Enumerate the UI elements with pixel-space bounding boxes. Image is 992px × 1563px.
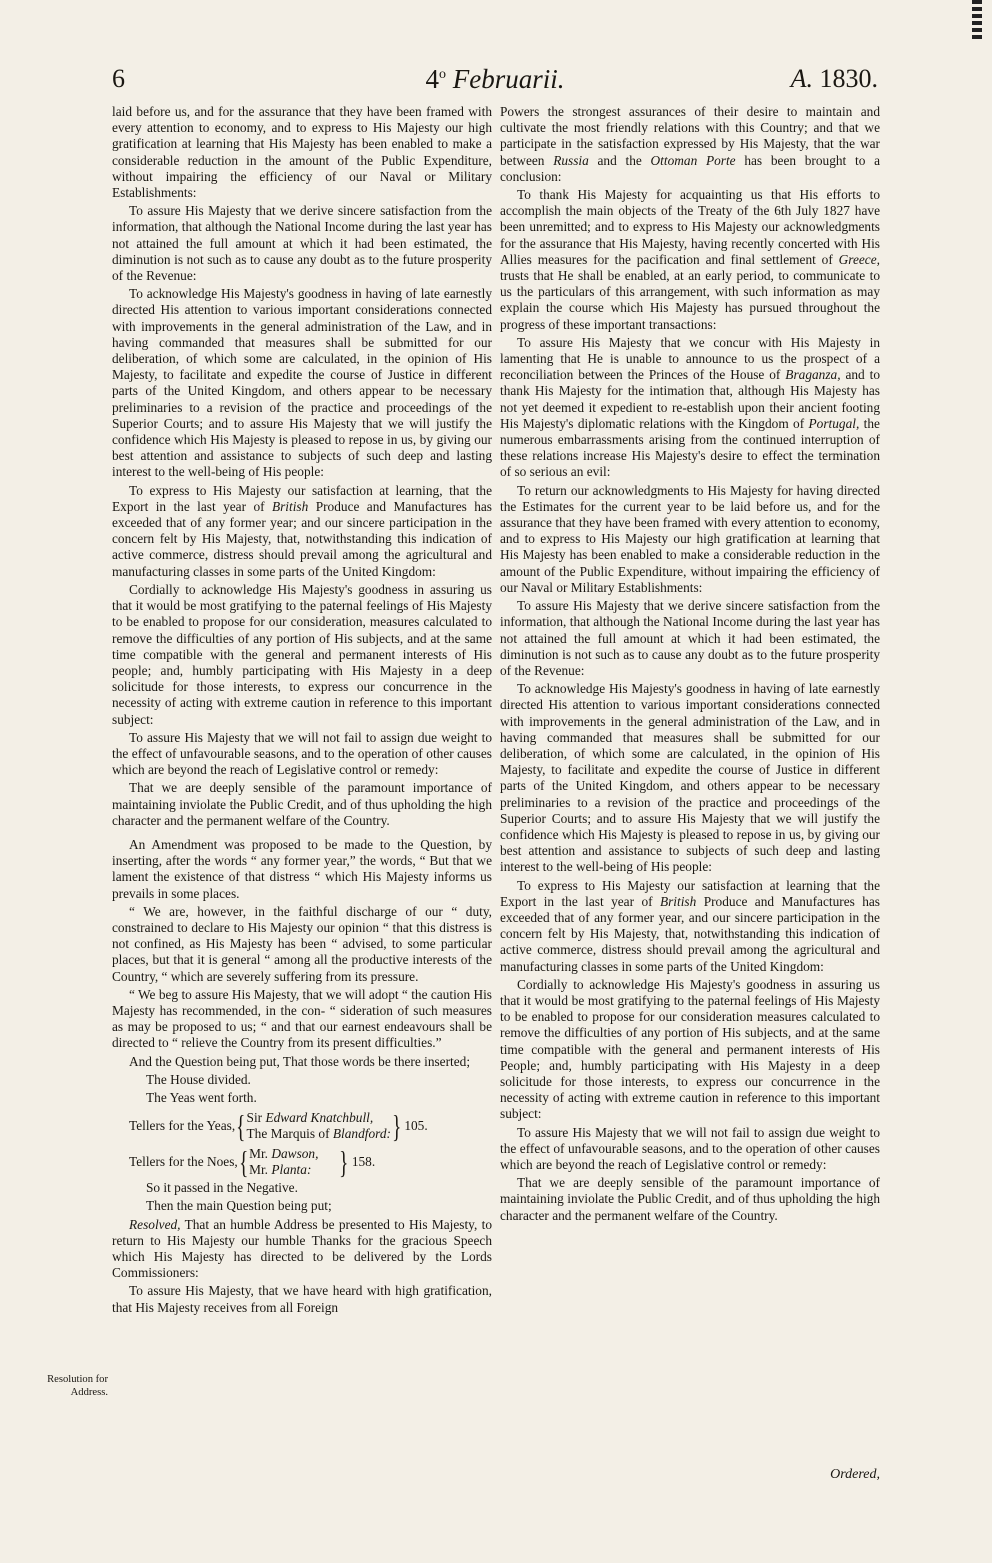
date-ordinal: o	[439, 67, 446, 82]
resolved-paragraph	[112, 1217, 492, 1282]
teller-name	[249, 1162, 318, 1178]
main-question-line: Then the main Question being put;	[146, 1198, 332, 1214]
year-number: 1830.	[819, 64, 878, 93]
amendment-paragraph: “ We beg to assure His Majesty, that we will adopt “ the caution His Majesty has recommended, in the con- “ sideration of such measures as may be proposed to us; “ and that our earnest endeavours shall be directed to “ relieve the Country from its present difficulties.”	[112, 986, 492, 1051]
text-run: and to thank His Majesty for the intimation that, although His Majesty has not yet deemed it expedient to re-establish upon their ancient footing His Majesty's diplomatic relations with the Kingdom of	[500, 367, 880, 431]
paragraph: To assure His Majesty that we will not fail to assign due weight to the effect of unfavourable seasons, and to the operation of other causes which are beyond the reach of Legislative control or remedy:	[112, 729, 492, 778]
text-run: To assure His Majesty that we concur with His Majesty in lamenting that He is unable to announce to us the prospect of a reconciliation between the Princes of the House of	[500, 334, 880, 383]
paragraph: To acknowledge His Majesty's goodness in having of late earnestly directed His attention to various important considerations connected with improvements in the general administration of the Law, and in having commanded that measures shall be submitted for our deliberation, of which some are calculated, in the opinion of His Majesty, to facilitate and expedite the course of Justice in different parts of the United Kingdom, and others appear to be necessary preliminaries to a revision of the practice and proceedings of the Superior Courts; and to assure His Majesty that we will justify the confidence which His Majesty is pleased to repose in us, by giving our best attention and assistance to subjects of such deep and lasting interest to the well-being of His people:	[112, 286, 492, 480]
text-run: the numerous embarrassments arising from the continued interruption of these relations increase His Majesty's desire to effect the termination of so serious an evil:	[500, 415, 880, 480]
teller-title: Mr.	[249, 1162, 272, 1178]
paragraph: To assure His Majesty that we will not fail to assign due weight to the effect of unfavourable seasons, and to the operation of other causes which are beyond the reach of Legislative control or remedy:	[500, 1124, 880, 1172]
teller-name	[247, 1126, 391, 1142]
paragraph: To assure His Majesty, that we have heard with high gratification, that His Majesty receives from all Foreign	[112, 1283, 492, 1315]
paragraph: That we are deeply sensible of the paramount importance of maintaining inviolate the Public Credit, and of thus upholding the high character and the permanent welfare of the Country.	[112, 780, 492, 828]
margin-note: Resolution for Address.	[47, 1374, 108, 1398]
page-number: 6	[112, 64, 125, 93]
paragraph	[500, 187, 880, 333]
teller-title: Sir	[246, 1110, 266, 1126]
paragraph	[500, 878, 880, 975]
text-run: has been brought to a conclusion:	[500, 152, 881, 184]
teller-title: The Marquis of	[246, 1126, 333, 1142]
text-run: To thank His Majesty for acquainting us that His efforts to accomplish the main objects of the Treaty of the 6th July 1827 have been unremitted; and to express to His Majesty our acknowledgments for the assurance that His Majesty, having recently concerted with His Allies measures for the pacification and final settlement of	[500, 187, 880, 267]
brace-open: {	[238, 1144, 249, 1181]
noes-teller-names	[249, 1146, 318, 1178]
tellers-noes	[112, 1144, 492, 1180]
page-header	[112, 64, 878, 104]
paragraph: That we are deeply sensible of the paramount importance of maintaining inviolate the Public Credit, and of thus upholding the high character and the permanent welfare of the Country.	[500, 1175, 880, 1223]
page-date	[112, 64, 878, 95]
italic-run: Portugal,	[808, 415, 860, 431]
italic-run: British	[659, 893, 697, 909]
teller-name	[247, 1110, 391, 1126]
paragraph: To assure His Majesty that we derive sincere satisfaction from the information, that although the National Income during the last year has not attained the full amount at which it had been estimated, the diminution is not such as to cause any doubt as to the future prosperity of the Revenue:	[500, 598, 880, 678]
house-divided: The House divided.	[146, 1071, 251, 1087]
catchword: Ordered,	[830, 1467, 880, 1482]
teller-surname: Edward Knatchbull,	[265, 1110, 374, 1126]
brace-close: }	[339, 1144, 349, 1181]
paragraph: To return our acknowledgments to His Majesty for having directed the Estimates for the current year to be laid before us, and for the assurance that they have been framed with every attention to economy, and to express to His Majesty our high gratification at learning that His Majesty has been enabled to make a considerable reduction in the amount of the Public Expenditure, without impairing the efficiency of our Naval or Military Establishments:	[500, 482, 880, 595]
page-edge-mark	[972, 0, 982, 40]
text-run: That an humble Address be presented to His Majesty, to return to His Majesty our humble Thanks for the gracious Speech which His Majesty has directed to be delivered by the Lords Commissioners:	[112, 1216, 492, 1281]
text-run: Powers the strongest assurances of their desire to maintain and cultivate the most friendly relations with this Country; and that we participate in the satisfaction expressed by His Majesty, that the war between	[500, 104, 880, 168]
tellers-yeas-label: Tellers for the Yeas,	[129, 1118, 236, 1134]
amendment-paragraph: An Amendment was proposed to be made to the Question, by inserting, after the words “ any former year,” the words, “ But that we lament the existence of that distress “ which His Majesty informs us prevails in some places.	[112, 836, 492, 901]
yeas-forth: The Yeas went forth.	[146, 1089, 257, 1105]
paragraph: Cordially to acknowledge His Majesty's goodness in assuring us that it would be most gratifying to the paternal feelings of His Majesty to be enabled to propose for our consideration measures calculated to remove the difficulties of any portion of His subjects, and at the same time compatible with the general and permanent interests of His People; and, humbly participating with His Majesty in a deep solicitude for those interests, to express our concurrence in the necessity of acting with extreme caution in reference to this important subject:	[500, 976, 880, 1122]
text-run: Produce and Manufactures has exceeded that of any former year; and our sincere participation in the concern felt by His Majesty, that, notwithstanding this indication of active commerce, distress should prevail among the agricultural and manufacturing classes in some parts of the United Kingdom:	[112, 498, 492, 579]
text-run: Produce and Manufactures has exceeded that of any former year, and our sincere participation in the concern felt by His Majesty, that, notwithstanding this indication of active commerce, distress should prevail among the agricultural and manufacturing classes in some parts of the United Kingdom:	[500, 893, 880, 974]
text-run: and the	[588, 152, 651, 168]
paragraph: To assure His Majesty that we derive sincere satisfaction from the information, that although the National Income during the last year has not attained the full amount at which it had been estimated, the diminution is not such as to cause any doubt as to the future prosperity of the Revenue:	[112, 203, 492, 284]
paragraph	[500, 104, 880, 185]
division-tellers	[112, 1108, 492, 1180]
yeas-count: 105.	[404, 1118, 428, 1134]
teller-surname: Dawson,	[271, 1146, 319, 1162]
italic-run: Ottoman Porte	[650, 152, 736, 168]
paragraph	[500, 335, 880, 481]
paragraph: To acknowledge His Majesty's goodness in having of late earnestly directed His attention to various important considerations connected with improvements in the general administration of the Law, and in having commanded that measures shall be submitted for our deliberation, of which some are calculated, in the opinion of His Majesty, to facilitate and expedite the course of Justice in different parts of the United Kingdom, and others appear to be necessary preliminaries to a revision of the practice and proceedings of the Superior Courts; and to assure His Majesty that we will justify the confidence which His Majesty is pleased to repose in us, by giving our best attention and assistance to subjects of such deep and lasting interest to the well-being of His people:	[500, 681, 880, 875]
yeas-teller-names	[247, 1110, 391, 1142]
teller-title: Mr.	[249, 1146, 272, 1162]
teller-surname: Blandford:	[332, 1126, 391, 1142]
text-run: trusts that He shall be enabled, at an early period, to communicate to us the particulars of this arrangement, with such information as may explain the course which His Majesty has pursued throughout the progress of these important transactions:	[500, 268, 880, 332]
brace-open: {	[236, 1108, 246, 1145]
amendment-paragraph: “ We are, however, in the faithful discharge of our “ duty, constrained to declare to His Majesty our opinion “ that this distress is not confined, as His Majesty has been “ advised, to some particular places, but that it is general “ among all the productive interests of the Country, “ which are severely suffering from its pressure.	[112, 903, 492, 984]
italic-run: Greece,	[838, 251, 880, 267]
paragraph: laid before us, and for the assurance that they have been framed with every attention to economy, and to express to His Majesty our high gratification at learning that His Majesty has been enabled to make a considerable reduction in the amount of the Public Expenditure, without impairing the efficiency of our Naval or Military Establishments:	[112, 104, 492, 201]
text-run: To express to His Majesty our satisfaction at learning that the Export in the last year of	[500, 877, 880, 909]
tellers-noes-label: Tellers for the Noes,	[129, 1154, 238, 1170]
right-column	[500, 104, 880, 1224]
italic-run: Braganza,	[785, 367, 841, 383]
paragraph: Cordially to acknowledge His Majesty's goodness in assuring us that it would be most gratifying to the paternal feelings of His Majesty to be enabled to propose for our consideration, measures calculated to remove the difficulties of any portion of His subjects, and at the same time compatible with the general and permanent interests of His people; and, humbly participating with His Majesty in a deep solicitude for those interests, to express our concurrence in the necessity of acting with extreme caution in reference to this important subject:	[112, 581, 492, 727]
year-prefix: A.	[790, 64, 813, 93]
text-run: To express to His Majesty our satisfaction at learning, that the Export in the last year of	[112, 482, 492, 514]
brace-close: }	[392, 1108, 402, 1145]
italic-run: British	[271, 498, 309, 514]
date-day: 4	[425, 64, 439, 94]
teller-surname: Planta:	[271, 1162, 312, 1178]
left-column	[112, 104, 492, 1316]
date-month: Februarii.	[452, 64, 565, 94]
paragraph: And the Question being put, That those words be there inserted;	[129, 1053, 471, 1069]
page-year	[791, 64, 878, 94]
noes-count: 158.	[351, 1154, 376, 1170]
resolved-word: Resolved,	[129, 1216, 181, 1232]
tellers-yeas	[112, 1108, 492, 1144]
paragraph	[112, 483, 492, 580]
teller-name	[249, 1146, 318, 1162]
negative-line: So it passed in the Negative.	[146, 1180, 298, 1196]
italic-run: Russia	[553, 152, 589, 168]
